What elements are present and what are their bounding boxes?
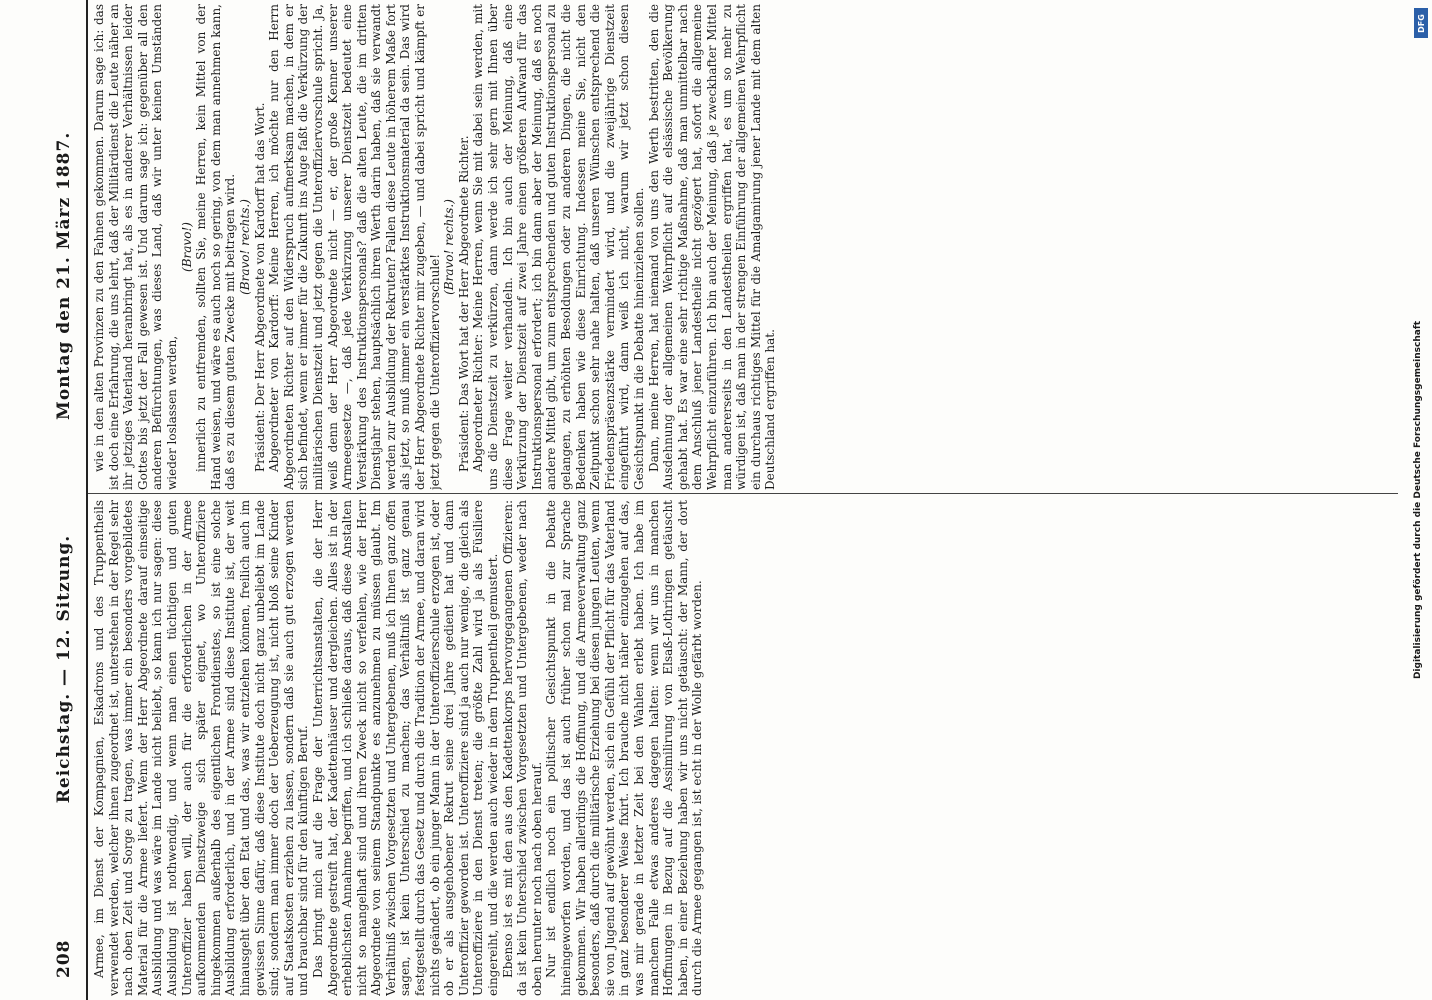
left-column	[92, 500, 1402, 996]
session-date: Montag den 21. März 1887.	[54, 131, 74, 420]
paragraph: Ebenso ist es mit den aus den Kadettenkorps hervorgegangenen Offizieren: da ist kein Unterschied zwischen Vorgesetzten und Untergebenen, weder nach oben herunter noch nach oben herauf.	[500, 500, 544, 996]
applause-note: (Bravo!)	[179, 222, 194, 272]
speaker-paragraph: Präsident: Der Herr Abgeordnete von Kardorff hat das Wort.	[252, 102, 267, 472]
running-title: Reichstag. — 12. Sitzung.	[54, 534, 74, 804]
paragraph: Armee, im Dienst der Kompagnien, Eskadrons und des Truppentheils verwendet werden, welcher ihnen zugeordnet ist, unterstehen in der Regel sehr nach oben Zeit und Sorge zu tragen, was immer ein besonders vorgebildetes Material für die Armee liefert. Wenn der Herr Abgeordnete darauf einseitige Ausbildung und was wäre im Lande nicht beliebt, so kann ich nur sagen: diese Ausbildung ist nothwendig, und wenn man einen tüchtigen und guten Unteroffizier haben will, der auch für die erforderlichen in der Armee aufkommenden Dienstzweige sich später eignet, wo Unteroffiziere hingekommen außerhalb des eigentlichen Frontdienstes, so ist eine solche Ausbildung erforderlich, und in der Armee sind diese Institute ist, der weit hinausgeht über den Etat und das, was wir entziehen können, freilich auch im gewissen Sinne dafür, daß diese Institute doch nicht ganz unbeliebt im Lande sind; sondern man immer doch der Ueberzeugung ist, nicht bloß seine Kinder auf Staatskosten erziehen zu lassen, sondern daß sie auch gut erzogen werden und brauchbar sind für den künftigen Beruf.	[92, 500, 311, 996]
speaker-paragraph: Präsident: Das Wort hat der Herr Abgeordnete Richter.	[456, 135, 471, 472]
paragraph: wie in den alten Provinzen zu den Fahnen gekommen. Darum sage ich: das ist doch eine Erfahrung, die uns lehrt, daß der Militärdienst die Leute näher an ihr jetziges Vaterland heranbringt hat, als es in anderer Verhältnissen leider Gottes bis jetzt der Fall gewesen ist. Und darum sage ich: gegenüber all den anderen Befürchtungen, was dieses Land, daß wir unter keinen Umständen wieder loslassen werden,	[92, 4, 179, 490]
header-rule	[86, 0, 88, 1000]
column-separator	[88, 493, 1398, 494]
applause-note: (Bravo! rechts.)	[237, 199, 252, 295]
dfg-logo: DFG	[1414, 8, 1428, 38]
right-column	[92, 4, 1402, 490]
paragraph: Dann, meine Herren, hat niemand von uns den Werth bestritten, den die Ausdehnung der allgemeinen Wehrpflicht auf die elsässische Bevölkerung gehabt hat. Es war eine sehr richtige Maßnahme, daß man unmittelbar nach dem Anschluß jener Landestheile nicht gezögert hat, sofort die allgemeine Wehrpflicht einzuführen. Ich bin auch der Meinung, daß je zweckhafter Mittel man andererseits in den Landestheilen ergriffen hat, es um so mehr zu würdigen ist, daß man in der strengen Einführung der allgemeinen Wehrpflicht ein durchaus richtiges Mittel für die Amalgamirung jener Lande mit dem alten Deutschland ergriffen hat.	[646, 4, 778, 490]
speaker-paragraph: Abgeordneter Richter: Meine Herren, wenn Sie mit dabei sein werden, mit uns die Dienstzeit zu verkürzen, dann werde ich sehr gern mit Ihnen über diese Frage weiter verhandeln. Ich bin auch der Meinung, daß eine Verkürzung der Dienstzeit auf zwei Jahre einen größeren Aufwand für das Instruktionspersonal erfordert; ich bin dann aber der Meinung, daß es noch andere Mittel gibt, um zum entsprechenden und guten Instruktionspersonal zu gelangen, zu erhöhten Besoldungen oder zu anderen Dingen, die nicht die Bedenken haben wie diese Einrichtung. Indessen meine Sie, nicht den Zeitpunkt schon sehr nahe halten, daß unseren Wünschen entsprechend die Friedenspräsenzstärke vermindert wird, und die zweijährige Dienstzeit eingeführt wird, dann weiß ich nicht, warum wir jetzt schon diesen Gesichtspunkt in die Debatte hineinziehen sollen.	[471, 4, 646, 490]
speaker-paragraph: Abgeordneter von Kardorff: Meine Herren, ich möchte nur den Herrn Abgeordneten Richter auf den Widerspruch aufmerksam machen, in dem er sich befindet, wenn er immer für die Zukunft ins Auge faßt die Verkürzung der militärischen Dienstzeit und jetzt gegen die Unteroffiziervorschule spricht. Ja, weiß denn der Herr Abgeordnete nicht — er, der große Kenner unserer Armeegesetze —, daß jede Verkürzung unserer Dienstzeit bedeutet eine Verstärkung des Instruktionspersonals? daß die alten Leute, die im dritten Dienstjahr stehen, hauptsächlich ihren Werth darin haben, daß sie verwandt werden zur Ausbildung der Rekruten? Fallen diese Leute in höherem Maße fort als jetzt, so muß immer ein verstärktes Instruktionsmaterial da sein. Das wird der Herr Abgeordnete Richter mir zugeben, — und dabei spricht und kämpft er jetzt gegen die Unteroffiziervorschule!	[267, 4, 442, 490]
applause-note: (Bravo! rechts.)	[442, 199, 457, 295]
paragraph: Das bringt mich auf die Frage der Unterrichtsanstalten, die der Herr Abgeordnete gestreift hat, der Kadettenhäuser und dergleichen. Alles ist in der erheblichsten Annahme begriffen, und ich schließe daraus, daß diese Anstalten nicht so mangelhaft sind und ihren Zweck nicht so verfehlen, wie der Herr Abgeordnete von seinem Standpunkte es anzunehmen zu müssen glaubt. Im Verhältniß zwischen Vorgesetzten und Untergebenen, muß ich Ihnen ganz offen sagen, ist kein Unterschied zu machen; das Verhältniß ist ganz genau festgestellt durch das Gesetz und durch die Tradition der Armee, und daran wird nichts geändert, ob ein junger Mann in der Unteroffizierschule erzogen ist, oder ob er als ausgehobener Rekrut seine drei Jahre gedient hat und dann Unteroffizier geworden ist. Unteroffiziere sind ja auch nur wenige, die gleich als Unteroffiziere in den Dienst treten; die größte Zahl wird ja als Füsiliere eingereiht, und die werden auch wieder in dem Truppentheil gemustert.	[310, 500, 501, 996]
page-number: 208	[54, 939, 74, 978]
page-header	[44, 0, 84, 1000]
credit-text: Digitalisierung gefördert durch die Deutsche Forschungsgemeinschaft	[1413, 320, 1423, 680]
digitization-credit	[1404, 0, 1432, 1000]
paragraph: Nur ist endlich noch ein politischer Gesichtspunkt in die Debatte hineingeworfen worden, und das ist auch früher schon mal zur Sprache gekommen. Wir haben allerdings die Hoffnung, und die Armeeverwaltung ganz besonders, daß durch die militärische Erziehung bei diesen jungen Leuten, wenn sie von Jugend auf gewöhnt werden, sich ein Gefühl der Pflicht für das Vaterland in ganz besonderer Weise fixirt. Ich brauche nicht näher einzugehen auf das, was mir gerade in letzter Zeit bei den Wahlen erlebt haben. Ich habe im manchem Falle etwas anderes dagegen halten: wenn wir uns in manchen Hoffnungen in Bezug auf die Assimilirung von Elsaß-Lothringen getäuscht haben, in einer Beziehung haben wir uns nicht getäuscht: der Mann, der dort durch die Armee gegangen ist, ist echt in der Wolle gefärbt worden.	[544, 500, 705, 996]
paragraph: innerlich zu entfremden, sollten Sie, meine Herren, kein Mittel von der Hand weisen, und wäre es auch noch so gering, von dem man annehmen kann, daß es zu diesem guten Zwecke mit beitragen wird.	[194, 4, 238, 490]
